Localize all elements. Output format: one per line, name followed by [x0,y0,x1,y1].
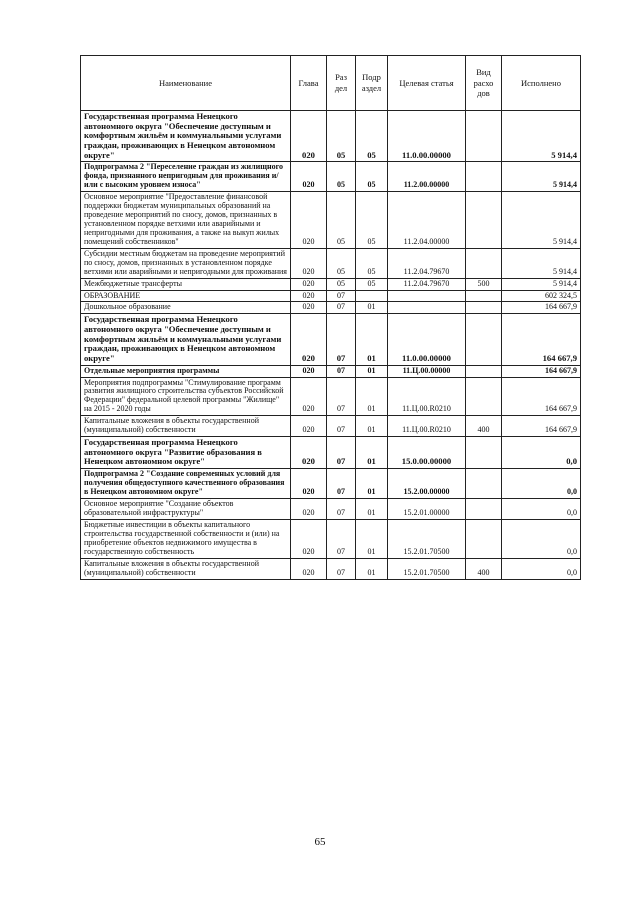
row-name-cell: Субсидии местным бюджетам на проведение мероприятий по сносу, домов, признанных в установленном порядке ветхими или аварийными и непригодными для проживания [81,248,291,278]
row-name-cell: Подпрограмма 2 "Создание современных условий для получения общедоступного качественного образования в Ненецком автономном округе" [81,469,291,499]
row-name-cell: Государственная программа Ненецкого автономного округа "Развитие образования в Ненецком автономном округе" [81,437,291,469]
row-razdel-cell: 07 [327,365,356,377]
row-glava-cell: 020 [291,302,327,314]
row-expense-type-cell [466,377,502,416]
row-podrazdel-cell: 01 [356,416,388,437]
row-glava-cell: 020 [291,469,327,499]
row-podrazdel-cell: 05 [356,248,388,278]
row-target-article-cell [388,290,466,302]
row-expense-type-cell [466,498,502,519]
row-target-article-cell: 15.2.01.70500 [388,558,466,579]
table-row [81,191,581,248]
row-expense-type-cell [466,437,502,469]
row-glava-cell: 020 [291,248,327,278]
row-executed-cell: 5 914,4 [502,111,581,162]
table-header-row [81,56,581,111]
table-row [81,558,581,579]
header-podrazdel: Подр аздел [356,56,388,111]
row-razdel-cell: 05 [327,278,356,290]
row-podrazdel-cell: 05 [356,111,388,162]
row-expense-type-cell [466,248,502,278]
row-glava-cell: 020 [291,278,327,290]
row-razdel-cell: 05 [327,191,356,248]
row-name-cell: Бюджетные инвестиции в объекты капитального строительства государственной собственности и (или) на приобретение объектов недвижимого имущества в государственную собственность [81,519,291,558]
row-expense-type-cell [466,314,502,365]
row-target-article-cell: 11.Ц.00.R0210 [388,377,466,416]
row-target-article-cell: 11.2.04.79670 [388,278,466,290]
row-name-cell: Мероприятия подпрограммы "Стимулирование программ развития жилищного строительства субъектов Российской Федерации" федеральной целевой программы "Жилище" на 2015 - 2020 годы [81,377,291,416]
table-row [81,437,581,469]
row-glava-cell: 020 [291,111,327,162]
row-podrazdel-cell: 05 [356,191,388,248]
row-expense-type-cell [466,162,502,192]
row-podrazdel-cell: 01 [356,558,388,579]
row-executed-cell: 5 914,4 [502,162,581,192]
row-target-article-cell: 11.2.04.79670 [388,248,466,278]
row-executed-cell: 164 667,9 [502,416,581,437]
table-row [81,469,581,499]
table-row [81,111,581,162]
row-executed-cell: 602 324,5 [502,290,581,302]
row-podrazdel-cell: 01 [356,498,388,519]
row-podrazdel-cell: 05 [356,162,388,192]
row-name-cell: Подпрограмма 2 "Переселение граждан из жилищного фонда, признанного непригодным для проживания и/или с высоким уровнем износа" [81,162,291,192]
row-target-article-cell: 11.Ц.00.R0210 [388,416,466,437]
row-razdel-cell: 07 [327,558,356,579]
row-podrazdel-cell: 01 [356,437,388,469]
table-row [81,302,581,314]
row-podrazdel-cell: 01 [356,469,388,499]
row-name-cell: Основное мероприятие "Создание объектов образовательной инфраструктуры" [81,498,291,519]
row-glava-cell: 020 [291,416,327,437]
row-expense-type-cell [466,469,502,499]
row-executed-cell: 164 667,9 [502,377,581,416]
table-row [81,377,581,416]
row-glava-cell: 020 [291,437,327,469]
table-row [81,519,581,558]
row-target-article-cell: 11.2.00.00000 [388,162,466,192]
row-executed-cell: 164 667,9 [502,365,581,377]
row-expense-type-cell: 400 [466,558,502,579]
row-name-cell: Дошкольное образование [81,302,291,314]
row-podrazdel-cell [356,290,388,302]
row-name-cell: Государственная программа Ненецкого автономного округа "Обеспечение доступным и комфортным жильём и коммунальными услугами граждан, проживающих в Ненецком автономном округе" [81,314,291,365]
row-podrazdel-cell: 01 [356,302,388,314]
row-podrazdel-cell: 01 [356,365,388,377]
row-executed-cell: 0,0 [502,498,581,519]
row-name-cell: Капитальные вложения в объекты государственной (муниципальной) собственности [81,416,291,437]
row-executed-cell: 0,0 [502,469,581,499]
row-razdel-cell: 05 [327,248,356,278]
row-target-article-cell: 11.0.00.00000 [388,111,466,162]
row-razdel-cell: 07 [327,519,356,558]
header-executed: Исполнено [502,56,581,111]
row-expense-type-cell [466,191,502,248]
row-target-article-cell: 15.2.00.00000 [388,469,466,499]
header-name: Наименование [81,56,291,111]
row-expense-type-cell [466,290,502,302]
row-executed-cell: 164 667,9 [502,302,581,314]
row-target-article-cell: 15.2.01.70500 [388,519,466,558]
row-glava-cell: 020 [291,314,327,365]
table-row [81,314,581,365]
row-name-cell: Отдельные мероприятия программы [81,365,291,377]
table-row [81,290,581,302]
header-glava: Глава [291,56,327,111]
row-executed-cell: 0,0 [502,437,581,469]
header-razdel: Раз дел [327,56,356,111]
table-row [81,162,581,192]
row-razdel-cell: 07 [327,416,356,437]
row-glava-cell: 020 [291,519,327,558]
row-razdel-cell: 07 [327,437,356,469]
row-executed-cell: 164 667,9 [502,314,581,365]
row-podrazdel-cell: 01 [356,519,388,558]
row-razdel-cell: 07 [327,377,356,416]
row-target-article-cell: 15.2.01.00000 [388,498,466,519]
row-glava-cell: 020 [291,191,327,248]
table-body [81,111,581,580]
row-target-article-cell: 11.Ц.00.00000 [388,365,466,377]
row-podrazdel-cell: 01 [356,377,388,416]
row-glava-cell: 020 [291,365,327,377]
row-razdel-cell: 05 [327,111,356,162]
row-glava-cell: 020 [291,498,327,519]
header-target-article: Целевая статья [388,56,466,111]
budget-execution-table [80,55,581,580]
row-expense-type-cell: 400 [466,416,502,437]
row-target-article-cell: 15.0.00.00000 [388,437,466,469]
row-expense-type-cell [466,365,502,377]
row-name-cell: Государственная программа Ненецкого автономного округа "Обеспечение доступным и комфортным жильём и коммунальными услугами граждан, проживающих в Ненецком автономном округе" [81,111,291,162]
row-expense-type-cell: 500 [466,278,502,290]
table-row [81,365,581,377]
row-glava-cell: 020 [291,162,327,192]
row-target-article-cell: 11.0.00.00000 [388,314,466,365]
row-name-cell: Основное мероприятие "Предоставление финансовой поддержки бюджетам муниципальных образований на проведение мероприятий по сносу, домов, признанных в установленном порядке ветхими или аварийными и непригодными для проживания, а также на выкуп жилых помещений собственников" [81,191,291,248]
row-razdel-cell: 07 [327,498,356,519]
row-razdel-cell: 07 [327,302,356,314]
row-podrazdel-cell: 05 [356,278,388,290]
row-target-article-cell: 11.2.04.00000 [388,191,466,248]
page-number: 65 [314,836,326,848]
row-expense-type-cell [466,302,502,314]
header-expense-type: Вид расхо дов [466,56,502,111]
table-row [81,416,581,437]
row-target-article-cell [388,302,466,314]
row-razdel-cell: 05 [327,162,356,192]
row-razdel-cell: 07 [327,469,356,499]
row-executed-cell: 5 914,4 [502,248,581,278]
row-executed-cell: 5 914,4 [502,191,581,248]
table-row [81,498,581,519]
table-row [81,248,581,278]
row-expense-type-cell [466,111,502,162]
row-name-cell: ОБРАЗОВАНИЕ [81,290,291,302]
row-executed-cell: 0,0 [502,558,581,579]
row-name-cell: Межбюджетные трансферты [81,278,291,290]
row-name-cell: Капитальные вложения в объекты государственной (муниципальной) собственности [81,558,291,579]
row-glava-cell: 020 [291,558,327,579]
row-podrazdel-cell: 01 [356,314,388,365]
row-razdel-cell: 07 [327,314,356,365]
row-glava-cell: 020 [291,377,327,416]
row-executed-cell: 5 914,4 [502,278,581,290]
row-razdel-cell: 07 [327,290,356,302]
row-executed-cell: 0,0 [502,519,581,558]
row-glava-cell: 020 [291,290,327,302]
table-row [81,278,581,290]
row-expense-type-cell [466,519,502,558]
